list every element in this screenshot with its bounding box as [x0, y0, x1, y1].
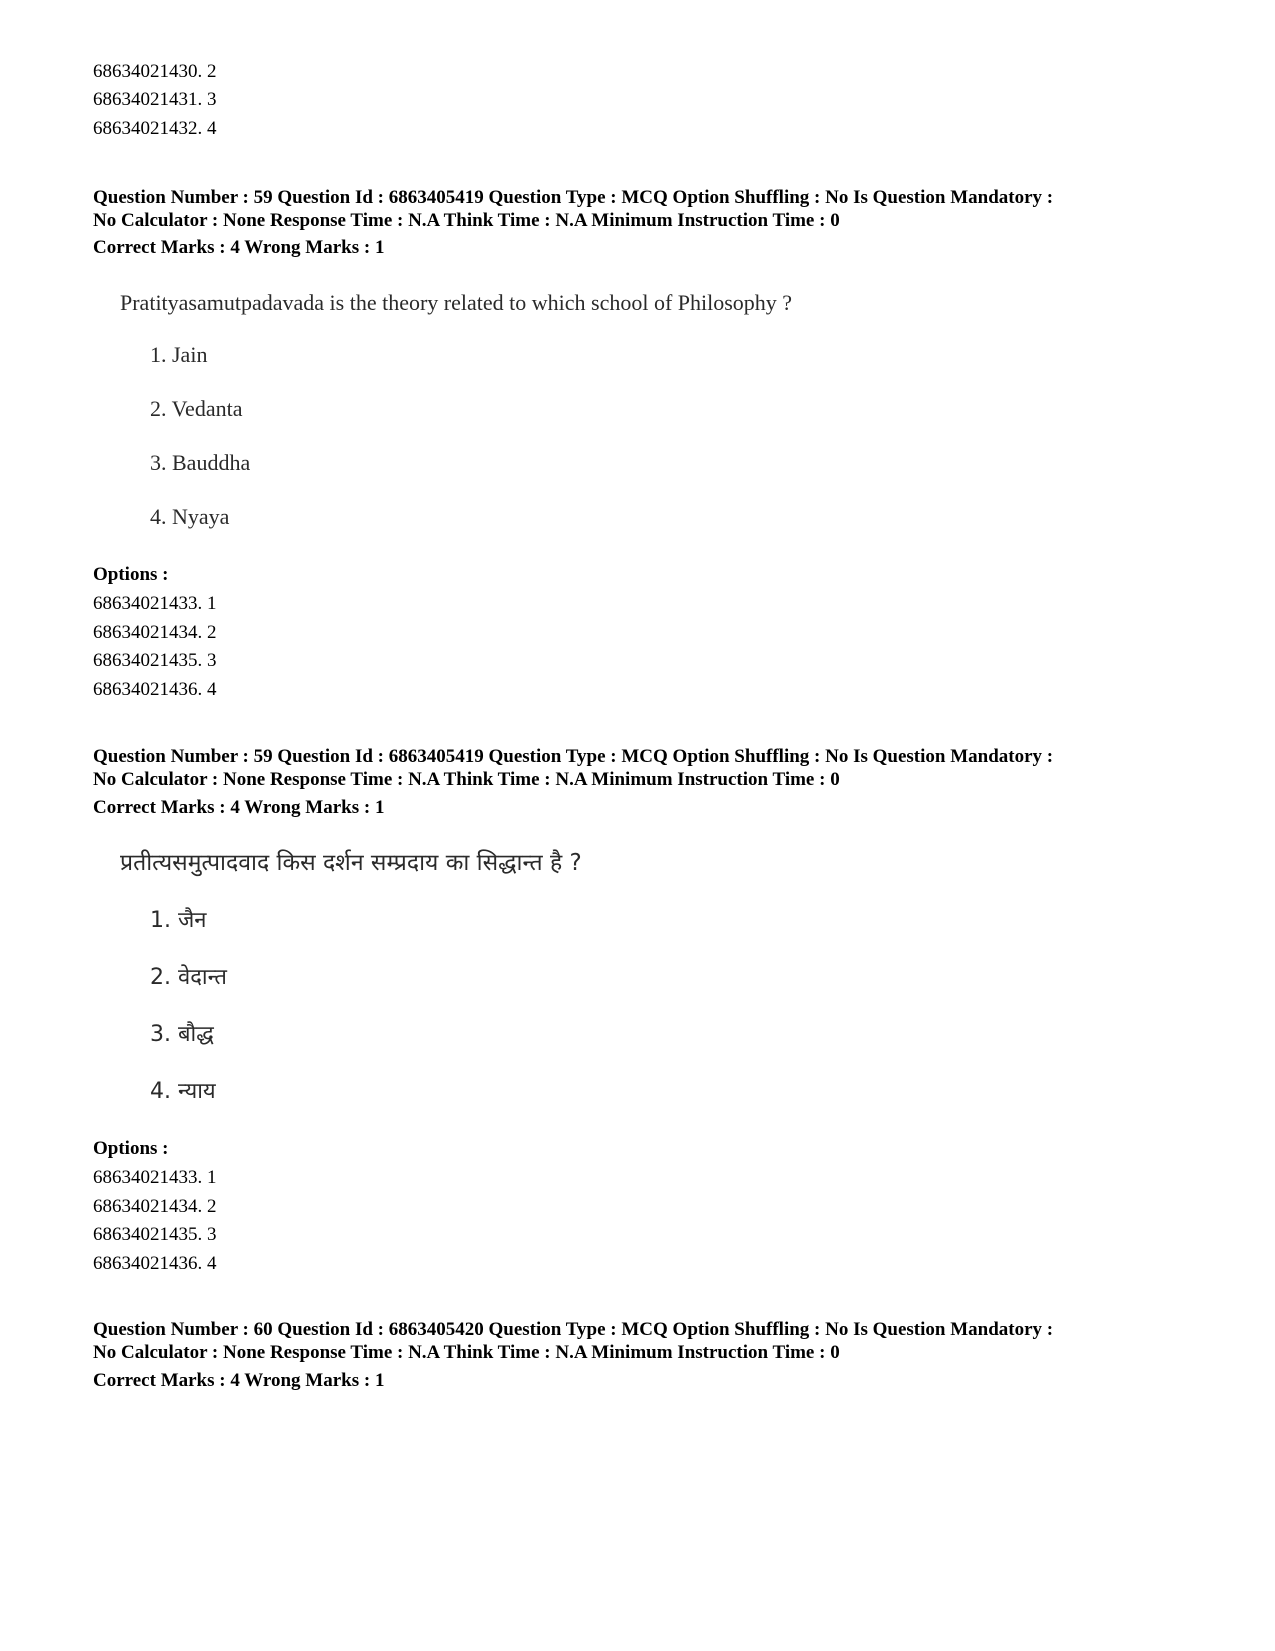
option-line: 68634021434. 2 — [93, 1196, 217, 1217]
choice-item: 3. बौद्ध — [150, 1022, 214, 1047]
option-line: 68634021433. 1 — [93, 1167, 217, 1188]
option-line: 68634021436. 4 — [93, 1253, 217, 1274]
option-line: 68634021432. 4 — [93, 118, 217, 139]
question-marks: Correct Marks : 4 Wrong Marks : 1 — [93, 797, 385, 818]
options-label: Options : — [93, 564, 169, 585]
question-meta-line: Question Number : 59 Question Id : 6863405419 Question Type : MCQ Option Shuffling : No Is Question Mandatory : — [93, 187, 1054, 208]
option-line: 68634021435. 3 — [93, 1224, 217, 1245]
question-meta-line: No Calculator : None Response Time : N.A Think Time : N.A Minimum Instruction Time : 0 — [93, 210, 840, 231]
option-line: 68634021435. 3 — [93, 650, 217, 671]
option-line: 68634021433. 1 — [93, 593, 217, 614]
choice-item: 2. वेदान्त — [150, 965, 227, 990]
choice-item: 4. न्याय — [150, 1079, 216, 1104]
choice-item: 2. Vedanta — [150, 396, 243, 421]
choice-item: 1. Jain — [150, 342, 208, 367]
choice-item: 3. Bauddha — [150, 450, 251, 475]
question-marks: Correct Marks : 4 Wrong Marks : 1 — [93, 1370, 385, 1391]
options-label: Options : — [93, 1138, 169, 1159]
question-meta-line: No Calculator : None Response Time : N.A Think Time : N.A Minimum Instruction Time : 0 — [93, 1342, 840, 1363]
question-marks: Correct Marks : 4 Wrong Marks : 1 — [93, 237, 385, 258]
question-meta-line: Question Number : 59 Question Id : 6863405419 Question Type : MCQ Option Shuffling : No Is Question Mandatory : — [93, 746, 1054, 767]
question-meta-line: Question Number : 60 Question Id : 6863405420 Question Type : MCQ Option Shuffling : No Is Question Mandatory : — [93, 1319, 1054, 1340]
choice-item: 1. जैन — [150, 908, 207, 933]
question-meta-line: No Calculator : None Response Time : N.A Think Time : N.A Minimum Instruction Time : 0 — [93, 769, 840, 790]
question-text: Pratityasamutpadavada is the theory related to which school of Philosophy ? — [120, 290, 793, 315]
choice-item: 4. Nyaya — [150, 504, 230, 529]
option-line: 68634021430. 2 — [93, 61, 217, 82]
question-text: प्रतीत्यसमुत्पादवाद किस दर्शन सम्प्रदाय का सिद्धान्त है ? — [120, 850, 582, 876]
option-line: 68634021436. 4 — [93, 679, 217, 700]
option-line: 68634021431. 3 — [93, 89, 217, 110]
option-line: 68634021434. 2 — [93, 622, 217, 643]
